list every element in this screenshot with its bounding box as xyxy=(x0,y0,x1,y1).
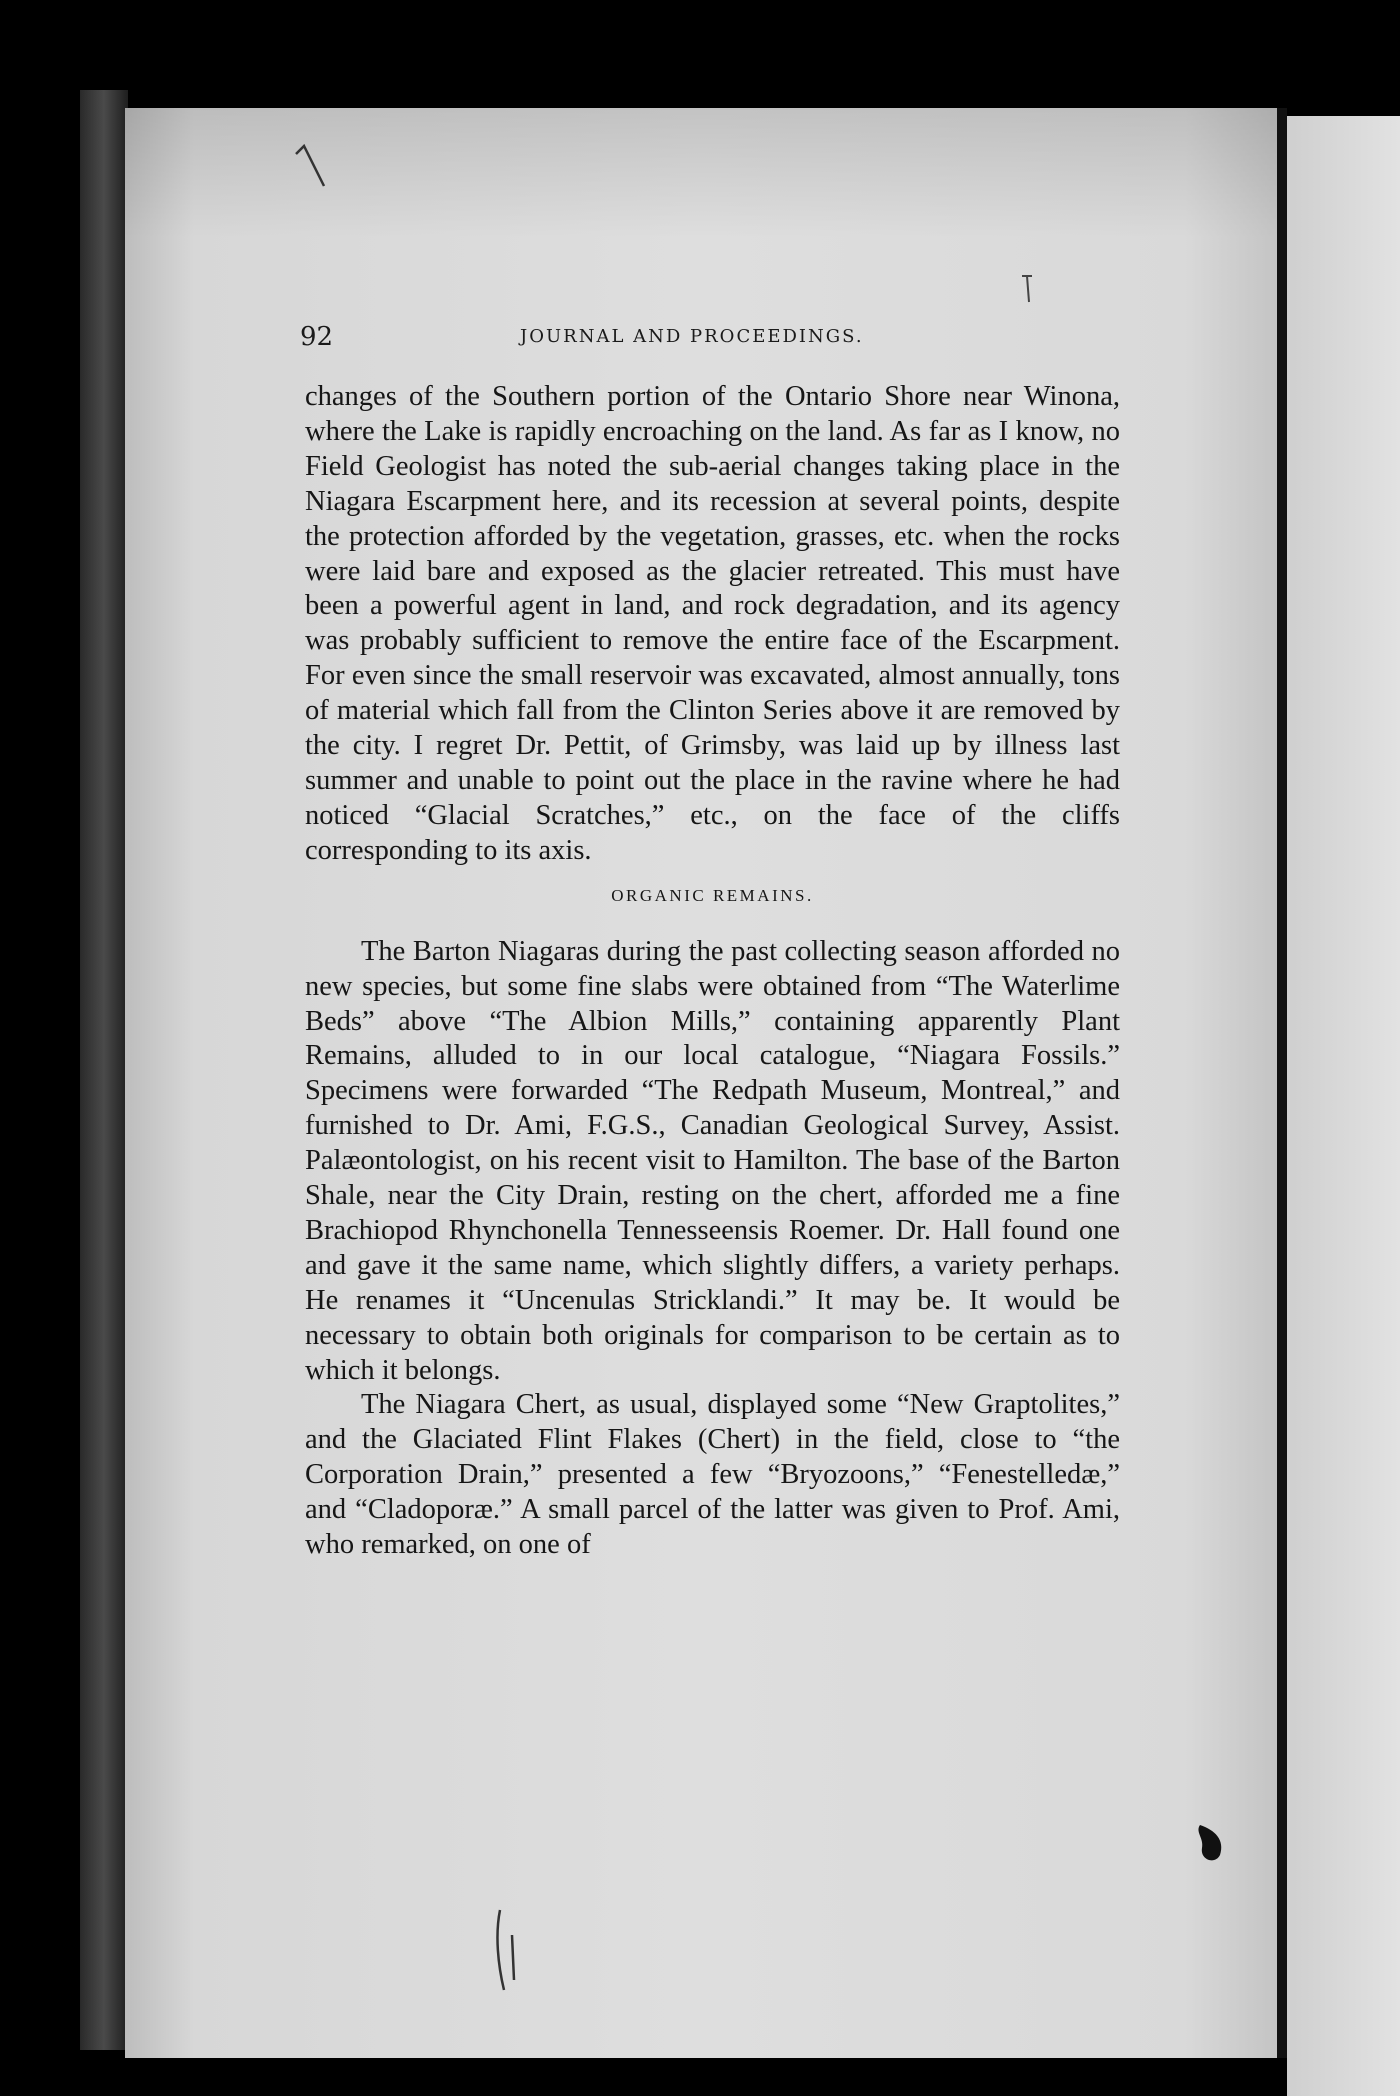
body-text xyxy=(305,380,1120,1563)
facing-page-edge xyxy=(1287,116,1400,2096)
page-number: 92 xyxy=(300,322,334,352)
page-gutter xyxy=(1277,108,1287,2058)
stray-pencil-mark xyxy=(290,140,350,200)
paragraph-2: The Barton Niagaras during the past collecting season afforded no new species, but some fine slabs were obtained from “The Waterlime Beds” above “The Albion Mills,” containing apparently Plant Remains, alluded to in our local catalogue, “Niagara Fossils.” Specimens were forwarded “The Redpath Museum, Montreal,” and furnished to Dr. Ami, F.G.S., Canadian Geological Survey, Assist. Palæontologist, on his recent visit to Hamilton. The base of the Barton Shale, near the City Drain, resting on the chert, afforded me a fine Brachiopod Rhynchonella Tennesseensis Roemer. Dr. Hall found one and gave it the same name, which slightly differs, a variety perhaps. He renames it “Uncenulas Stricklandi.” It may be. It would be necessary to obtain both originals for comparison to be certain as to which it belongs. xyxy=(305,935,1120,1386)
running-head: JOURNAL AND PROCEEDINGS. xyxy=(520,326,864,347)
paragraph-1: changes of the Southern portion of the Ontario Shore near Winona, where the Lake is rapidly encroaching on the land. As far as I know, no Field Geologist has noted the sub-aerial changes taking place in the Niagara Escarpment here, and its recession at several points, despite the protection afforded by the vegetation, grasses, etc. when the rocks were laid bare and exposed as the glacier retreated. This must have been a powerful agent in land, and rock degradation, and its agency was probably sufficient to remove the entire face of the Escarpment. For even since the small reservoir was excavated, almost annually, tons of material which fall from the Clinton Series above it are removed by the city. I regret Dr. Pettit, of Grimsby, was laid up by illness last summer and unable to point out the place in the ravine where he had noticed “Glacial Scratches,” etc., on the face of the cliffs corresponding to its axis. xyxy=(305,381,1120,866)
paragraph-3: The Niagara Chert, as usual, displayed some “New Graptolites,” and the Glaciated Flint Flakes (Chert) in the field, close to “the Corporation Drain,” presented a few “Bryozoons,” “Fenestelledæ,” and “Cladoporæ.” A small parcel of the latter was given to Prof. Ami, who remarked, on one of xyxy=(305,1389,1120,1561)
stray-pencil-mark-bottom xyxy=(490,1905,530,1995)
book-spine-edge xyxy=(80,90,128,2050)
stray-mark-top-right xyxy=(1018,270,1038,310)
page-header xyxy=(300,322,1120,362)
ink-blot xyxy=(1190,1820,1230,1870)
section-heading: ORGANIC REMAINS. xyxy=(611,885,814,905)
